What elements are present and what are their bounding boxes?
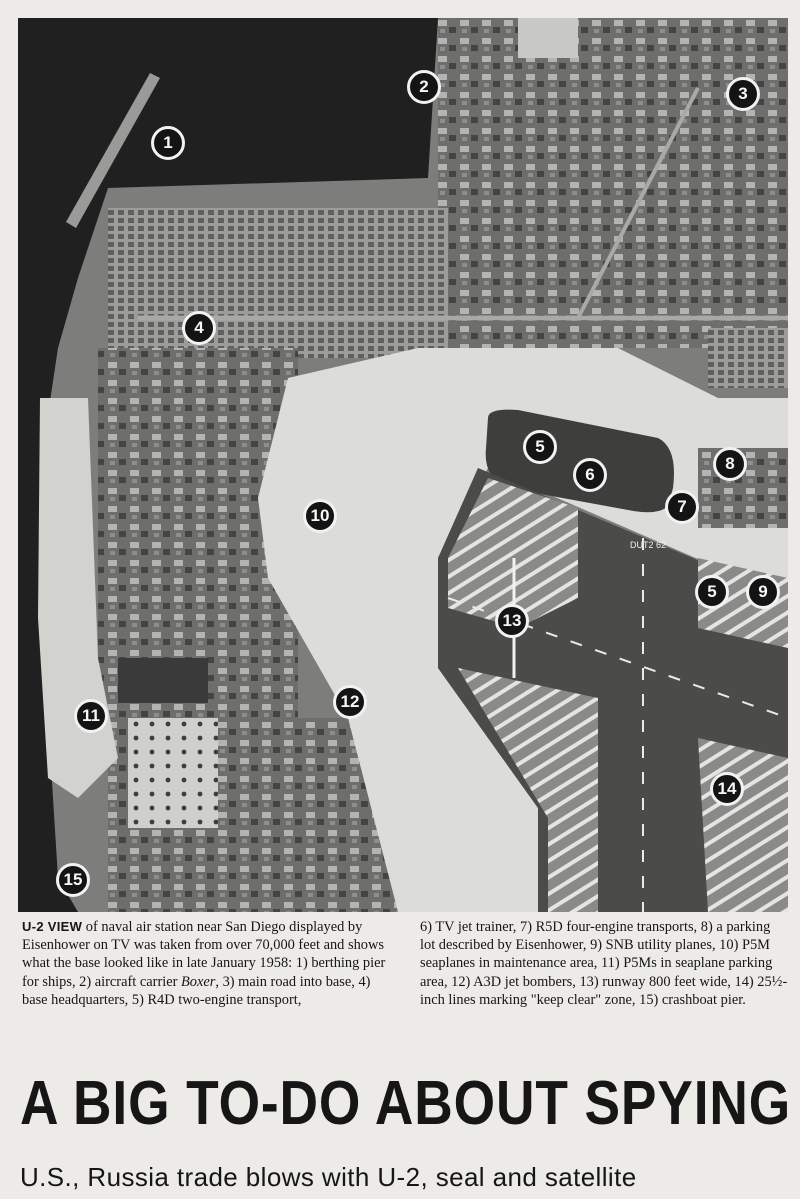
- marker-5b: 5: [695, 575, 729, 609]
- subheadline: U.S., Russia trade blows with U-2, seal and satellite: [20, 1162, 637, 1192]
- marker-1: 1: [151, 126, 185, 160]
- marker-14: 14: [710, 772, 744, 806]
- marker-7: 7: [665, 490, 699, 524]
- marker-8: 8: [713, 447, 747, 481]
- marker-4: 4: [182, 311, 216, 345]
- marker-10: 10: [303, 499, 337, 533]
- marker-13: 13: [495, 604, 529, 638]
- caption-left-column: [22, 918, 390, 1009]
- caption-right-column: 6) TV jet trainer, 7) R5D four-engine transports, 8) a parking lot described by Eisenhower, 9) SNB utility planes, 10) P5M seaplanes in maintenance area, 11) P5Ms in seaplane parking area, 12) A3D jet bombers, 13) runway 800 feet wide, 14) 25½-inch lines marking "keep clear" zone, 15) crashboat pier.: [420, 919, 788, 1008]
- caption-left-text-end: , 3) main road into base, 4) base headquarters, 5) R4D two-engine transport,: [22, 973, 371, 1008]
- marker-5a: 5: [523, 430, 557, 464]
- marker-9: 9: [746, 575, 780, 609]
- caption-ship-name: Boxer: [181, 973, 216, 990]
- marker-11: 11: [74, 699, 108, 733]
- caption-left-text: of naval air station near San Diego displayed by Eisenhower on TV was taken from over 70,000 feet and shows what the base looked like in late January 1958: 1) berthing pier for ships, 2) aircraft carrier: [22, 919, 386, 990]
- runway-marking: DUT2 62: [630, 540, 667, 550]
- aerial-photo: [18, 18, 788, 912]
- photo-caption: [22, 918, 792, 1050]
- caption-lead: U-2 VIEW: [22, 919, 83, 934]
- marker-15: 15: [56, 863, 90, 897]
- headline: A BIG TO-DO ABOUT SPYING: [20, 1069, 792, 1138]
- marker-6: 6: [573, 458, 607, 492]
- marker-12: 12: [333, 685, 367, 719]
- aerial-photo-drawing: [18, 18, 788, 912]
- marker-3: 3: [726, 77, 760, 111]
- marker-2: 2: [407, 70, 441, 104]
